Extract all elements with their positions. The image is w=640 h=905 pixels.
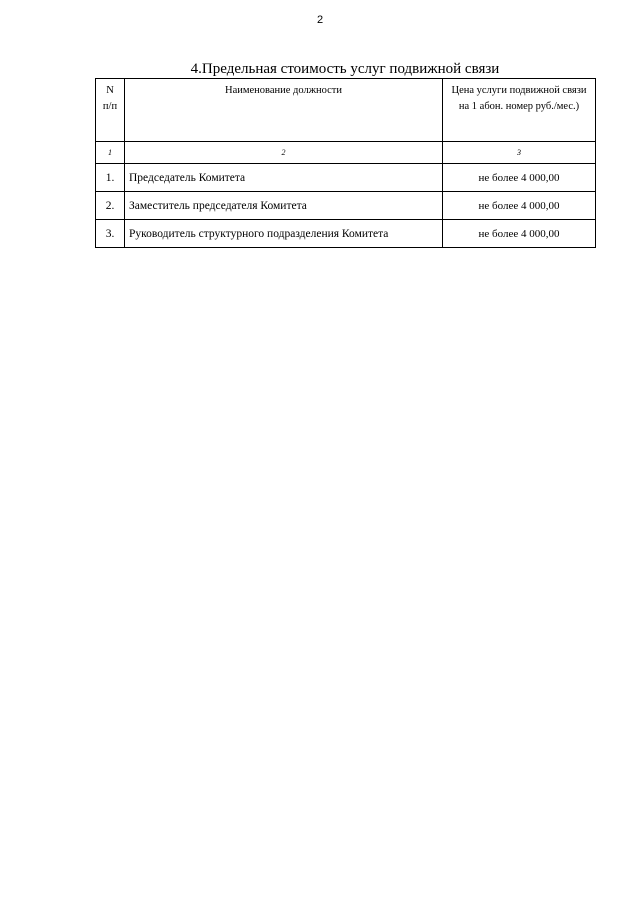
header-price: Цена услуги подвижной связи на 1 абон. номер руб./мес.): [443, 79, 596, 142]
position-name: Руководитель структурного подразделения Комитета: [125, 220, 443, 248]
price-limit: не более 4 000,00: [443, 220, 596, 248]
column-number-row: [96, 142, 596, 164]
column-number: 1: [96, 142, 125, 164]
table-row: [96, 220, 596, 248]
price-limit: не более 4 000,00: [443, 164, 596, 192]
position-name: Председатель Комитета: [125, 164, 443, 192]
column-number: 3: [443, 142, 596, 164]
header-position: Наименование должности: [125, 79, 443, 142]
header-number: N п/п: [96, 79, 125, 142]
row-number: 3.: [96, 220, 125, 248]
price-table: [95, 78, 596, 248]
table-header-row: [96, 79, 596, 142]
position-name: Заместитель председателя Комитета: [125, 192, 443, 220]
section-title: 4.Предельная стоимость услуг подвижной связи: [190, 61, 500, 77]
price-limit: не более 4 000,00: [443, 192, 596, 220]
row-number: 2.: [96, 192, 125, 220]
table-row: [96, 164, 596, 192]
column-number: 2: [125, 142, 443, 164]
table-row: [96, 192, 596, 220]
row-number: 1.: [96, 164, 125, 192]
page-number: 2: [316, 14, 324, 26]
